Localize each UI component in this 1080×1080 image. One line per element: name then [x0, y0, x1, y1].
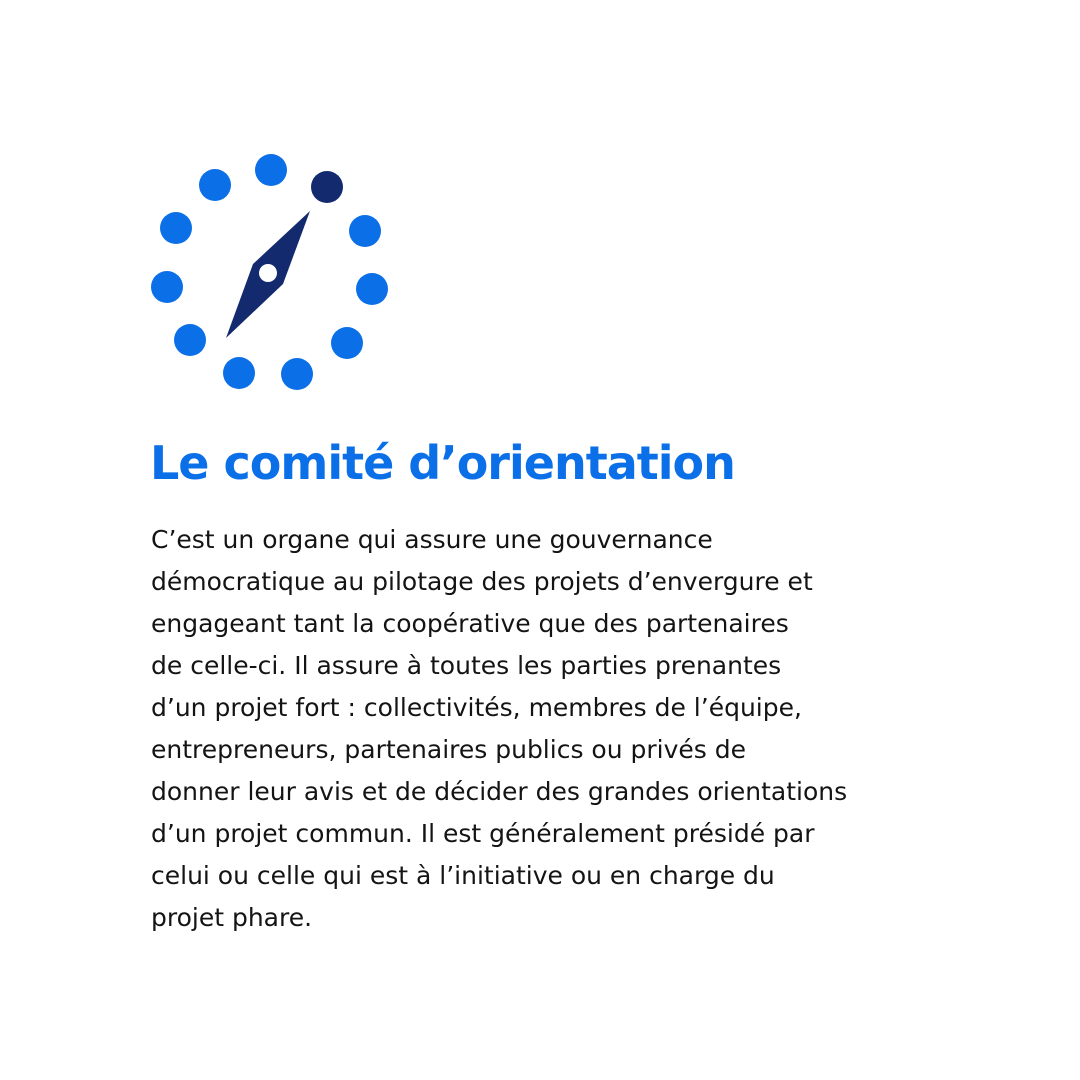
description-line: donner leur avis et de décider des grandes orientations — [151, 777, 848, 806]
compass-dot — [151, 271, 183, 303]
compass-dot — [331, 327, 363, 359]
description-text — [151, 519, 1001, 939]
description-line: engageant tant la coopérative que des partenaires — [151, 609, 789, 638]
description-line: C’est un organe qui assure une gouvernance — [151, 525, 713, 554]
compass-dot — [199, 169, 231, 201]
compass-dot — [255, 154, 287, 186]
description-line: celui ou celle qui est à l’initiative ou en charge du — [151, 861, 775, 890]
compass-dot-highlight — [311, 171, 343, 203]
compass-dot — [160, 212, 192, 244]
compass-dot — [223, 357, 255, 389]
compass-dot — [349, 215, 381, 247]
compass-dot — [281, 358, 313, 390]
description-line: projet phare. — [151, 903, 313, 932]
description-line: d’un projet commun. Il est généralement présidé par — [151, 819, 815, 848]
description-line: de celle-ci. Il assure à toutes les parties prenantes — [151, 651, 782, 680]
description-line: entrepreneurs, partenaires publics ou privés de — [151, 735, 746, 764]
description-line: d’un projet fort : collectivités, membres de l’équipe, — [151, 693, 802, 722]
description-line: démocratique au pilotage des projets d’envergure et — [151, 567, 813, 596]
page-title: Le comité d’orientation — [150, 436, 735, 490]
compass-center — [259, 264, 277, 282]
compass-dot — [174, 324, 206, 356]
compass-icon — [146, 150, 396, 395]
compass-dot — [356, 273, 388, 305]
